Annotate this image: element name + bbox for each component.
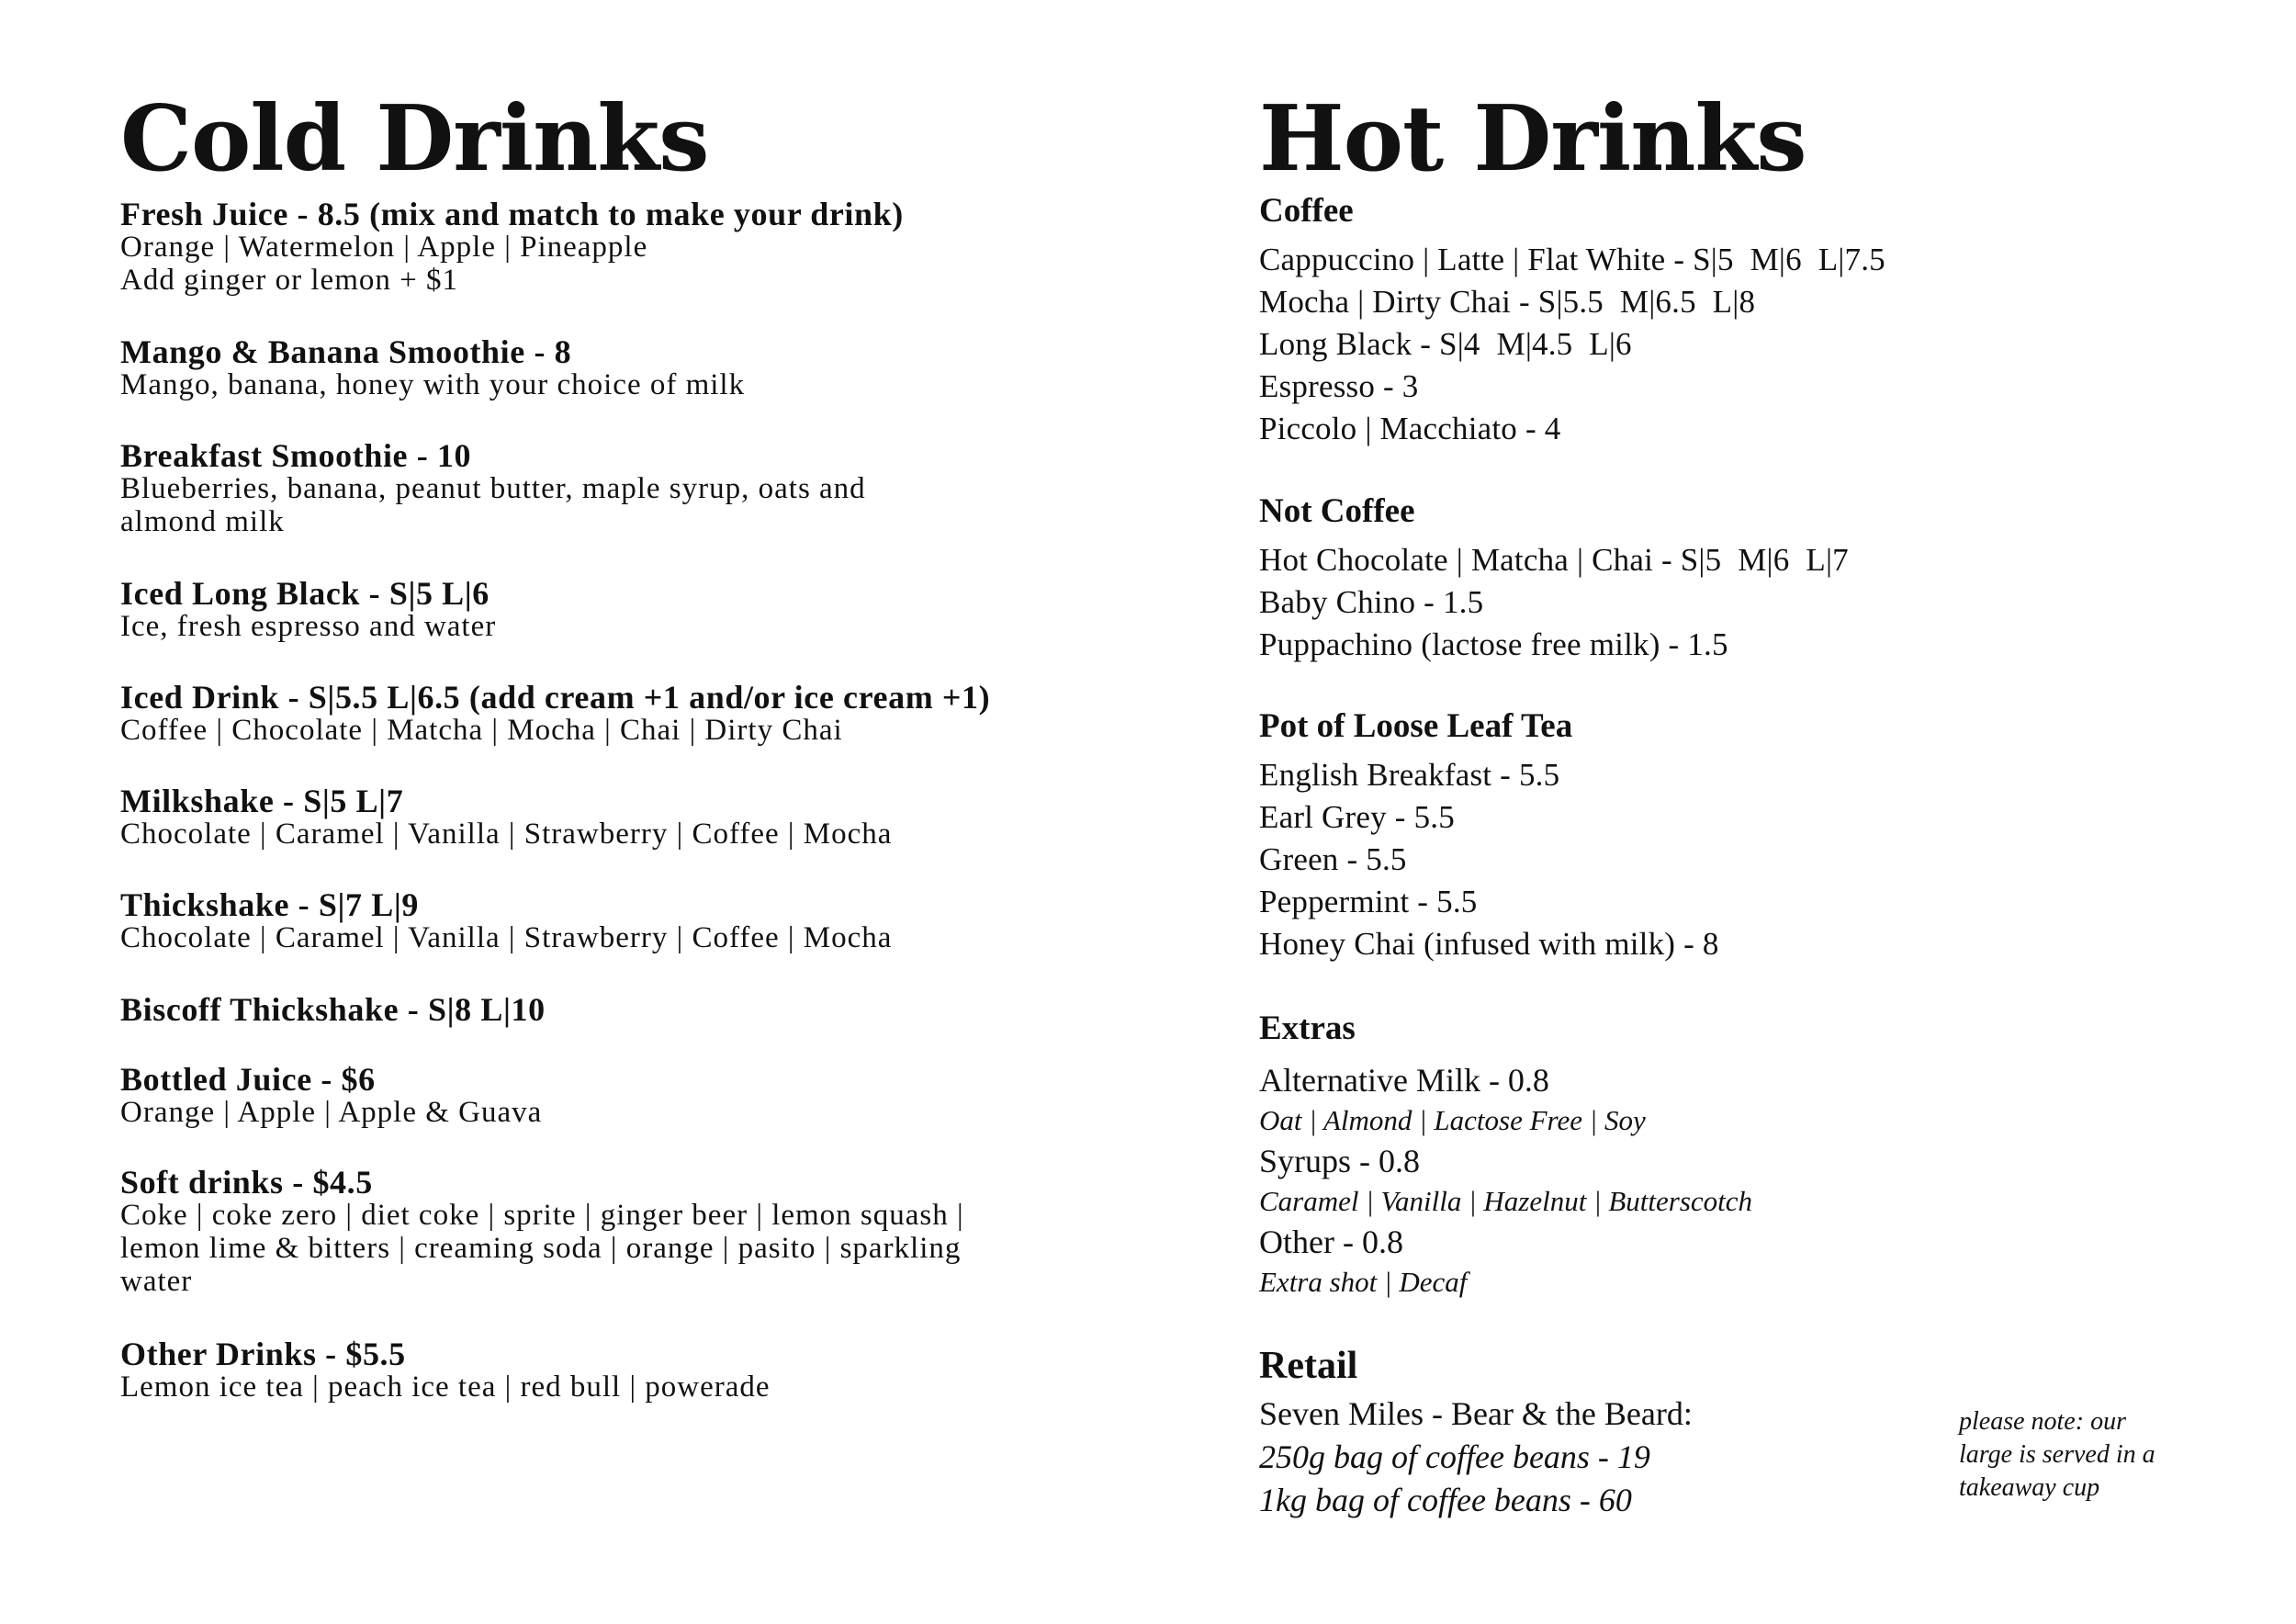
- item-name: Iced Long Black - S|5 L|6: [120, 575, 490, 612]
- item-description: Ice, fresh espresso and water: [120, 610, 497, 643]
- not-coffee-heading: Not Coffee: [1259, 492, 1415, 530]
- extra-item-options: Oat | Almond | Lactose Free | Soy: [1259, 1104, 1646, 1136]
- item-description: Chocolate | Caramel | Vanilla | Strawberry | Coffee | Mocha: [120, 818, 893, 851]
- cold-drinks-title: Cold Drinks: [120, 86, 709, 192]
- menu-item: [120, 439, 1094, 538]
- extra-item-options: Extra shot | Decaf: [1259, 1266, 1468, 1298]
- list-item: 1kg bag of coffee beans - 60: [1259, 1482, 1632, 1518]
- list-item: Baby Chino - 1.5: [1259, 584, 1484, 620]
- tea-heading: Pot of Loose Leaf Tea: [1259, 707, 1573, 745]
- list-item: Green - 5.5: [1259, 841, 1407, 877]
- item-name: Other Drinks - $5.5: [120, 1336, 406, 1372]
- item-description: Chocolate | Caramel | Vanilla | Strawberry | Coffee | Mocha: [120, 921, 893, 954]
- item-name: Biscoff Thickshake - S|8 L|10: [120, 991, 546, 1028]
- menu-item: [120, 681, 1094, 747]
- item-name: Mango & Banana Smoothie - 8: [120, 333, 572, 370]
- list-item: Peppermint - 5.5: [1259, 884, 1478, 919]
- item-name: Breakfast Smoothie - 10: [120, 437, 472, 474]
- item-description: Orange | Apple | Apple & Guava: [120, 1096, 543, 1129]
- hot-drinks-title: Hot Drinks: [1259, 86, 1806, 192]
- coffee-heading: Coffee: [1259, 192, 1354, 230]
- tea-list: [1259, 754, 1719, 965]
- item-name: Thickshake - S|7 L|9: [120, 886, 419, 923]
- menu-item: [120, 335, 1094, 401]
- extras-list: [1259, 1060, 1752, 1303]
- menu-item: [120, 993, 1094, 1026]
- item-description: Mango, banana, honey with your choice of milk: [120, 368, 746, 401]
- menu-item: [120, 784, 1094, 851]
- menu-item: [120, 1337, 1094, 1404]
- item-name: Milkshake - S|5 L|7: [120, 783, 404, 819]
- item-description: Blueberries, banana, peanut butter, maple syrup, oats and almond milk: [120, 472, 866, 538]
- list-item: 250g bag of coffee beans - 19: [1259, 1438, 1650, 1475]
- list-item: English Breakfast - 5.5: [1259, 757, 1560, 793]
- list-item: Espresso - 3: [1259, 368, 1419, 404]
- list-item: Mocha | Dirty Chai - S|5.5 M|6.5 L|8: [1259, 284, 1756, 320]
- menu-item: [120, 197, 1094, 297]
- extra-item-name: Alternative Milk - 0.8: [1259, 1062, 1549, 1099]
- item-description: Orange | Watermelon | Apple | Pineapple Add ginger or lemon + $1: [120, 231, 648, 297]
- extras-heading: Extras: [1259, 1009, 1356, 1047]
- list-item: Earl Grey - 5.5: [1259, 799, 1455, 835]
- item-description: Coffee | Chocolate | Matcha | Mocha | Chai | Dirty Chai: [120, 714, 843, 747]
- size-note: please note: our large is served in a takeaway cup: [1959, 1407, 2155, 1502]
- menu-item: [120, 888, 1094, 954]
- retail-supplier: Seven Miles - Bear & the Beard:: [1259, 1395, 1693, 1432]
- item-name: Iced Drink - S|5.5 L|6.5 (add cream +1 and/or ice cream +1): [120, 679, 991, 716]
- extra-item-options: Caramel | Vanilla | Hazelnut | Butterscotch: [1259, 1185, 1753, 1217]
- item-name: Bottled Juice - $6: [120, 1061, 376, 1098]
- menu-item: [120, 1166, 1094, 1298]
- coffee-list: [1259, 239, 1885, 450]
- retail-list: [1259, 1393, 1693, 1522]
- list-item: Long Black - S|4 M|4.5 L|6: [1259, 326, 1632, 362]
- item-name: Soft drinks - $4.5: [120, 1164, 373, 1201]
- list-item: Cappuccino | Latte | Flat White - S|5 M|6 L|7.5: [1259, 242, 1885, 277]
- not-coffee-list: [1259, 539, 1849, 666]
- list-item: Piccolo | Macchiato - 4: [1259, 411, 1561, 446]
- extra-item-name: Syrups - 0.8: [1259, 1143, 1421, 1179]
- item-description: Lemon ice tea | peach ice tea | red bull | powerade: [120, 1370, 771, 1404]
- list-item: Hot Chocolate | Matcha | Chai - S|5 M|6 L|7: [1259, 542, 1849, 578]
- extra-item-name: Other - 0.8: [1259, 1224, 1403, 1260]
- list-item: Honey Chai (infused with milk) - 8: [1259, 926, 1719, 962]
- list-item: Puppachino (lactose free milk) - 1.5: [1259, 626, 1728, 662]
- menu-item: [120, 1063, 1094, 1129]
- item-name: Fresh Juice - 8.5 (mix and match to make your drink): [120, 196, 904, 232]
- retail-heading: Retail: [1259, 1345, 1358, 1387]
- item-description: Coke | coke zero | diet coke | sprite | ginger beer | lemon squash | lemon lime & bitters | creaming soda | orange | pasito | sparkling water: [120, 1199, 964, 1298]
- menu-item: [120, 577, 1094, 643]
